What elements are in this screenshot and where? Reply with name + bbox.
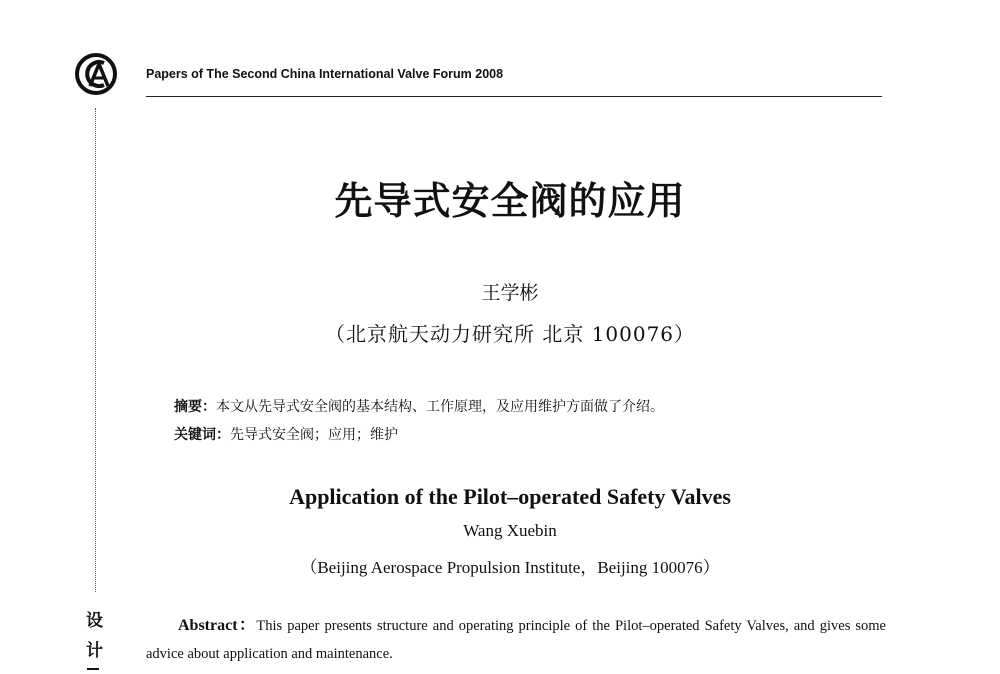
abstract-en-text: This paper presents structure and operating principle of the Pilot–operated Safety Valves, and gives some advice about application and maintenance. [146,618,886,662]
side-mark [87,668,99,670]
author-en: Wang Xuebin [463,521,557,540]
abstract-cn-text: 本文从先导式安全阀的基本结构、工作原理，及应用维护方面做了介绍。 [216,399,664,415]
abstract-en [146,612,886,668]
affiliation-en: （Beijing Aerospace Propulsion Institute，Beijing 100076） [300,558,720,577]
paper-title-en: Application of the Pilot–operated Safety Valves [289,484,731,509]
abstract-en-label: Abstract： [178,617,257,634]
keywords-cn-text: 先导式安全阀；应用；维护 [230,427,398,443]
abstract-cn-label: 摘要： [174,399,216,415]
keywords-cn [174,424,398,444]
abstract-cn [174,396,664,416]
header-divider [146,96,882,97]
side-label-bottom: 计 [86,641,103,661]
affiliation-cn: （北京航天动力研究所 北京 100076） [324,322,696,346]
paper-title-cn: 先导式安全阀的应用 [334,178,686,223]
cva-logo-icon [74,52,118,96]
forum-header-title: Papers of The Second China International Valve Forum 2008 [146,67,504,81]
side-label-top: 设 [86,611,103,631]
keywords-cn-label: 关键词： [174,427,230,443]
author-cn: 王学彬 [481,282,539,304]
